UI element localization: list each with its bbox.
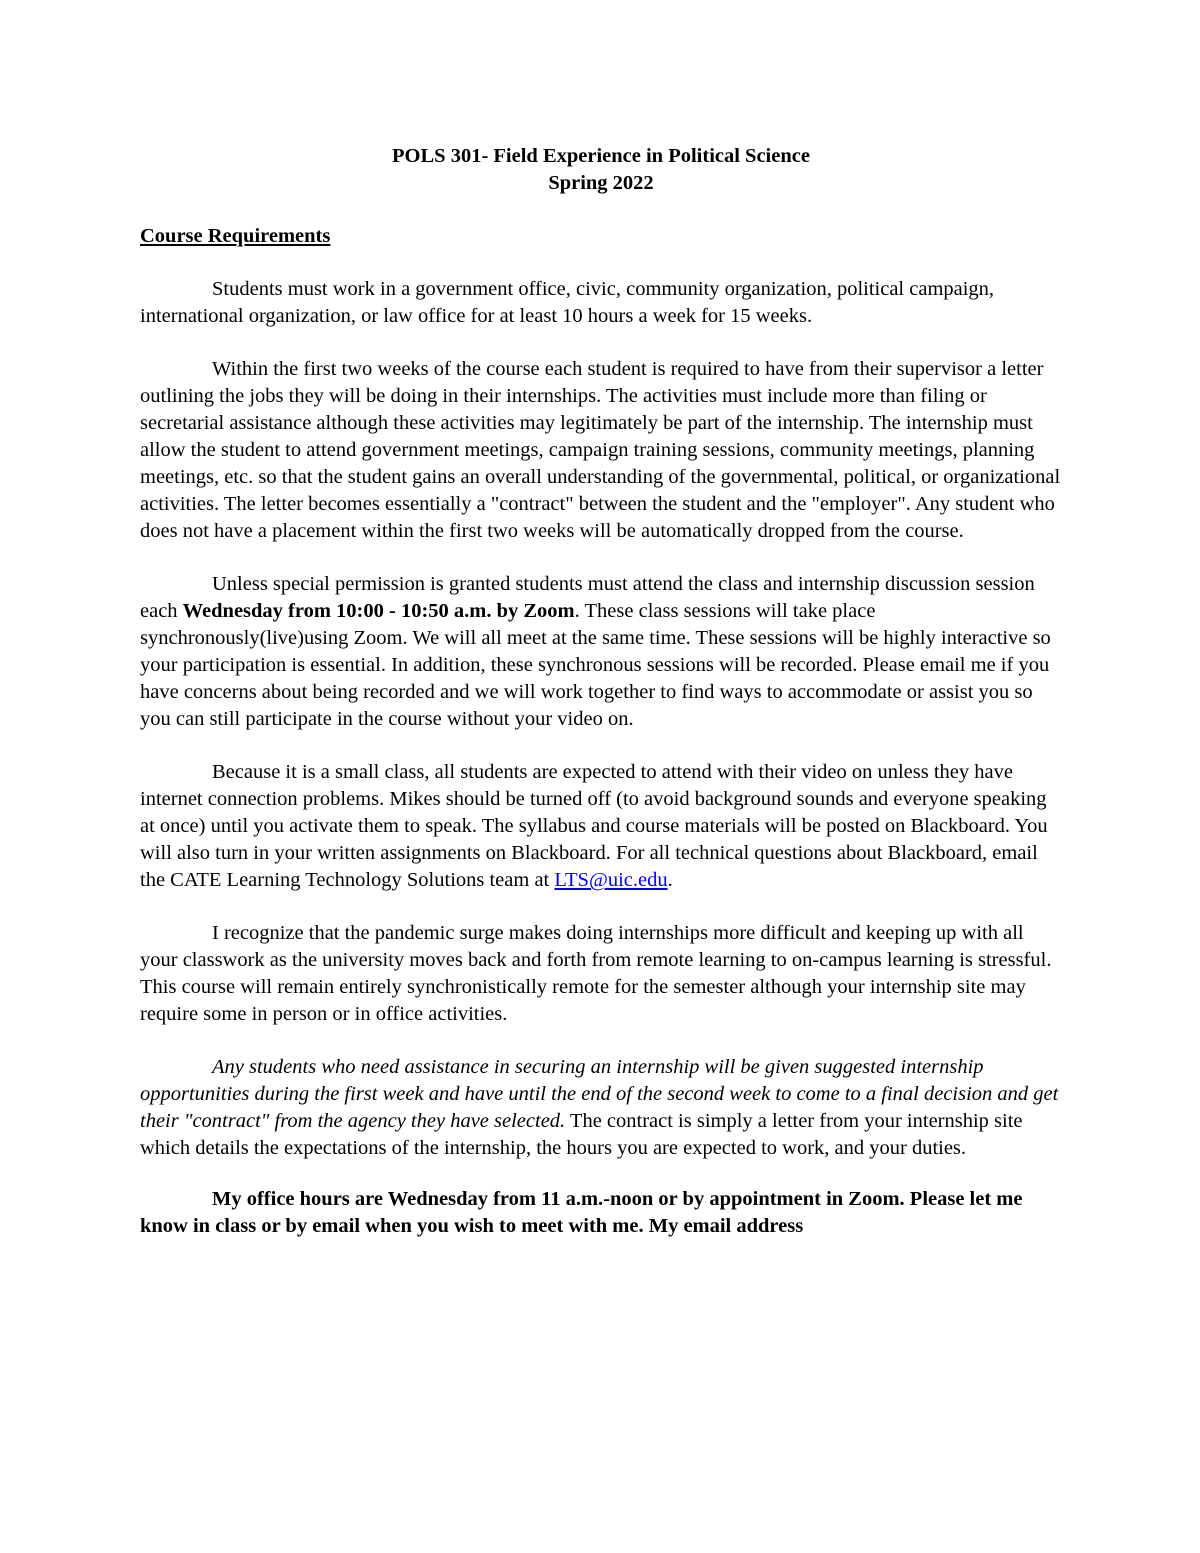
video-policy-text: Because it is a small class, all students are expected to attend with their video on unless they have internet connection problems. Mikes should be turned off (to avoid background sounds and everyone speaking at once) until you activate them to speak. The syllabus and course materials will be posted on Blackboard. You will also turn in your written assignments on Blackboard. For all technical questions about Blackboard, email the CATE Learning Technology Solutions team at — [140, 761, 1048, 891]
office-hours: My office hours are Wednesday from 11 a.m.-noon or by appointment in Zoom. Please let me know in class or by email when you wish to meet with me. My email address — [140, 1188, 1023, 1237]
paragraph-pandemic: I recognize that the pandemic surge makes doing internships more difficult and keeping up with all your classwork as the university moves back and forth from remote learning to on-campus learning is stressful. This course will remain entirely synchronistically remote for the semester although your internship site may require some in person or in office activities. — [140, 922, 1052, 1025]
lts-email-link[interactable]: LTS@uic.edu — [554, 869, 668, 891]
paragraph-video-policy — [140, 759, 1062, 894]
assistance-text: The contract is simply a letter from your internship site which details the expectations of the internship, the hours you are expected to work, and your duties. — [140, 1110, 1023, 1159]
course-term: Spring 2022 — [548, 172, 654, 194]
paragraph-supervisor-letter: Within the first two weeks of the course each student is required to have from their supervisor a letter outlining the jobs they will be doing in their internships. The activities must include more than filing or secretarial assistance although these activities may legitimately be part of the internship. The internship must allow the student to attend government meetings, campaign training sessions, community meetings, planning meetings, etc. so that the student gains an overall understanding of the governmental, political, or organizational activities. The letter becomes essentially a "contract" between the student and the "employer". Any student who does not have a placement within the first two weeks will be automatically dropped from the course. — [140, 358, 1061, 542]
class-sessions-text-cont: . These class sessions will take place synchronously(live)using Zoom. We will all meet at the same time. These sessions will be highly interactive so your participation is essential. In addition, these synchronous sessions will be recorded. Please email me if you have concerns about being recorded and we will work together to find ways to accommodate or assist you so you can still participate in the course without your video on. — [140, 600, 1051, 730]
session-time: Wednesday from 10:00 - 10:50 a.m. by Zoom — [182, 600, 575, 622]
course-title: POLS 301- Field Experience in Political Science — [392, 145, 810, 167]
paragraph-work-hours: Students must work in a government office, civic, community organization, political campaign, international organization, or law office for at least 10 hours a week for 15 weeks. — [140, 278, 995, 327]
section-heading: Course Requirements — [140, 225, 331, 247]
video-policy-end: . — [667, 869, 673, 891]
paragraph-class-sessions — [140, 571, 1062, 733]
assistance-italic-text: Any students who need assistance in securing an internship will be given suggested internship opportunities during the first week and have until the end of the second week to come to a final decision and get their "contract" from the agency they have selected. — [140, 1056, 1059, 1132]
paragraph-internship-assistance — [140, 1054, 1062, 1162]
class-sessions-text: Unless special permission is granted students must attend the class and internship discussion session each — [140, 573, 1035, 622]
